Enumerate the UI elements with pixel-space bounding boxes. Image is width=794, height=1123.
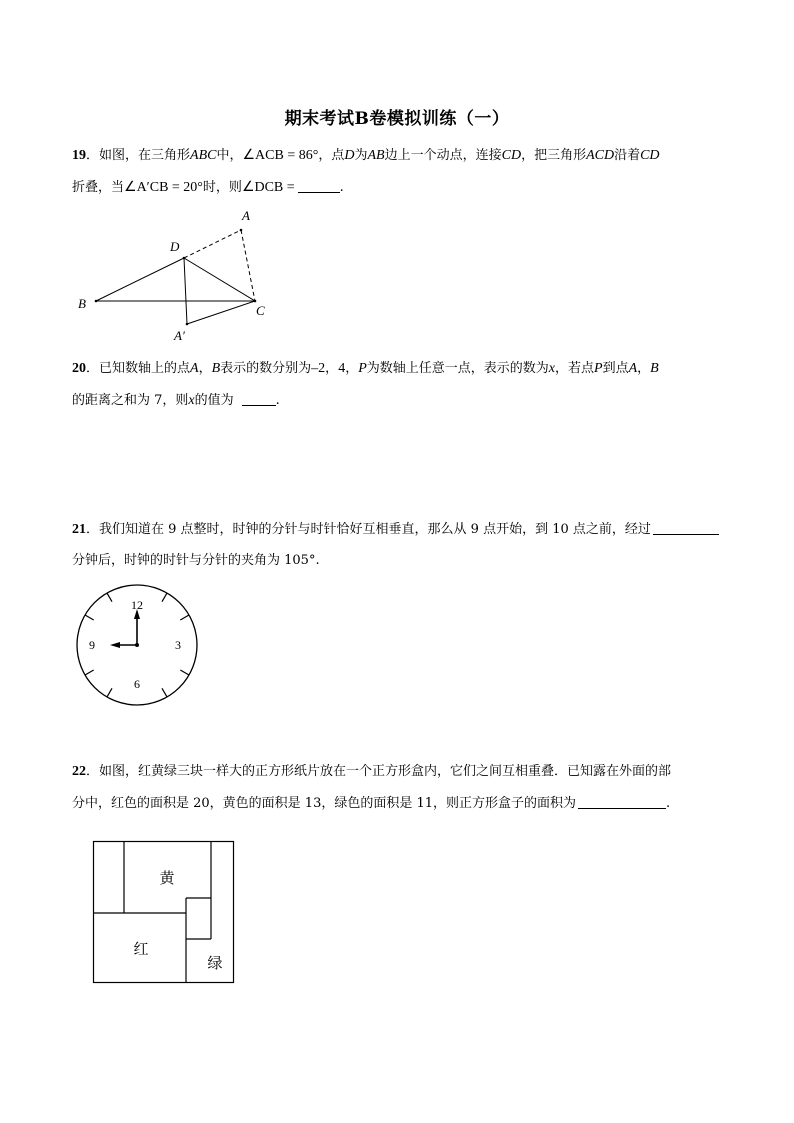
label-green: 绿 [207, 954, 223, 972]
q20-line1 [72, 357, 659, 377]
q21-clock [74, 582, 200, 708]
q20-text-g: 到点 [602, 361, 629, 376]
q21-text-1: ．我们知道在 9 点整时，时钟的分针与时针恰好互相垂直，那么从 9 点开始，到 10 点之前，经过 [86, 522, 651, 537]
q19-figure [70, 205, 290, 345]
point-d [183, 257, 186, 260]
q19-text-c: ，点 [318, 148, 345, 163]
clock-tick [180, 615, 189, 620]
page-title: 期末考试B卷模拟训练（一） [284, 109, 510, 129]
q22-text-1: ．如图，红黄绿三块一样大的正方形纸片放在一个正方形盒内，它们之间互相重叠．已知露在外面的部 [86, 764, 672, 779]
q20-text-b: 表示的数分别为 [220, 361, 312, 376]
q19-number: 19 [72, 148, 86, 163]
q19-l2-text-b: 时，则 [202, 180, 242, 195]
segment-dc [184, 258, 255, 301]
q22-line1 [72, 760, 671, 780]
q20-text-f: ，若点 [555, 361, 595, 376]
q19-point-d: D [344, 148, 355, 163]
point-a [240, 229, 243, 232]
q19-angle-acb: ∠ACB = 86° [242, 148, 319, 163]
q20-l2-text-a: 的距离之和为 7，则 [72, 393, 189, 408]
q20-value-2: 4 [338, 361, 346, 376]
segment-da-dashed [184, 230, 241, 258]
q20-end: . [275, 393, 280, 408]
clock-number-6: 6 [134, 677, 140, 691]
q22-answer-blank [578, 796, 666, 809]
label-a-prime: A′ [174, 328, 185, 343]
segment-ac-dashed [241, 230, 255, 301]
clock-number-12: 12 [131, 598, 143, 612]
point-b [95, 300, 98, 303]
q19-angle-dcb: ∠DCB = [241, 180, 295, 195]
q19-triangle-abc: ABC [190, 148, 217, 163]
clock-tick [162, 688, 167, 697]
label-yellow: 黄 [159, 869, 175, 887]
q19-text-g: 沿着 [614, 148, 641, 163]
q21-line1 [72, 518, 719, 538]
q22-figure [90, 838, 240, 988]
q20-line2 [72, 389, 280, 409]
clock-center [135, 643, 139, 647]
clock-number-3: 3 [175, 638, 181, 652]
label-a: A [242, 208, 250, 223]
label-b: B [78, 296, 86, 311]
q20-value-1: –2 [311, 361, 326, 376]
clock-tick [85, 670, 94, 675]
clock-tick [162, 593, 167, 602]
q19-answer-blank [298, 180, 340, 193]
q19-angle-apcb: ∠A′CB = 20° [124, 180, 203, 195]
q22-text-2: 分中，红色的面积是 20，黄色的面积是 13，绿色的面积是 11，则正方形盒子的面积为 [72, 796, 577, 811]
q19-line2 [72, 176, 344, 196]
q19-segment-cd: CD [501, 148, 522, 163]
q20-text-e: 为数轴上任意一点，表示的数为 [366, 361, 549, 376]
q22-number: 22 [72, 764, 86, 779]
q20-number: 20 [72, 361, 86, 376]
segment-dap [184, 258, 187, 324]
label-red: 红 [133, 940, 149, 958]
q20-text-a: ．已知数轴上的点 [86, 361, 191, 376]
q22-end: . [666, 796, 671, 811]
clock-tick [85, 615, 94, 620]
label-c: C [256, 303, 265, 318]
clock-number-9: 9 [89, 638, 95, 652]
q20-l2-var-x: x [188, 393, 195, 408]
q20-point-p: P [358, 361, 367, 376]
q20-point-a-2: A [628, 361, 638, 376]
hour-hand-arrow [110, 642, 120, 648]
q19-l2-text-a: 折叠，当 [72, 180, 125, 195]
segment-bd [96, 258, 184, 301]
q19-text-b: 中， [216, 148, 243, 163]
q20-answer-blank [242, 393, 276, 406]
q20-point-p-2: P [594, 361, 603, 376]
q20-text-d: ， [345, 361, 359, 376]
q19-text-e: 边上一个动点，连接 [384, 148, 502, 163]
segment-apc [187, 301, 255, 324]
q19-line1 [72, 144, 660, 164]
q21-line2 [72, 549, 320, 568]
q19-text-d: 为 [354, 148, 368, 163]
point-c [254, 300, 257, 303]
q21-number: 21 [72, 522, 86, 537]
q20-sep: ， [198, 361, 212, 376]
q20-text-h: ， [637, 361, 651, 376]
clock-tick [107, 688, 112, 697]
point-a-prime [186, 323, 189, 326]
q19-text-f: ，把三角形 [521, 148, 587, 163]
q19-end: . [339, 180, 344, 195]
q20-point-b: B [211, 361, 221, 376]
clock-tick [107, 593, 112, 602]
q20-point-b-2: B [650, 361, 659, 376]
q20-var-x: x [548, 361, 555, 376]
q21-text-2: 分钟后，时钟的时针与分针的夹角为 105°. [72, 553, 320, 568]
q20-point-a: A [190, 361, 199, 376]
q19-triangle-acd: ACD [586, 148, 615, 163]
q20-text-c: ， [325, 361, 339, 376]
q19-segment-ab: AB [367, 148, 385, 163]
q21-answer-blank [653, 522, 719, 535]
q19-text-a: ．如图，在三角形 [86, 148, 191, 163]
label-d: D [170, 239, 180, 254]
q19-segment-cd-2: CD [640, 148, 660, 163]
q22-line2 [72, 792, 670, 811]
clock-tick [180, 670, 189, 675]
q20-l2-text-b: 的值为 [194, 393, 234, 408]
